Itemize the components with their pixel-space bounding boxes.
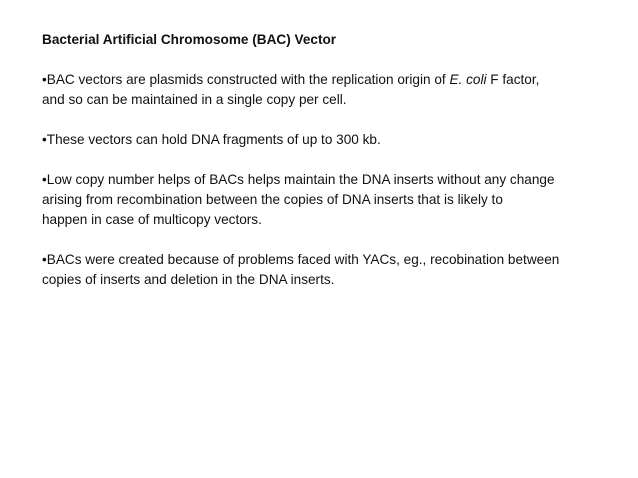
bullet-1-text-italic: E. coli [449, 72, 487, 87]
bullet-1-line-1 [42, 70, 602, 90]
bullet-1 [42, 70, 602, 110]
bullet-4-line-1: •BACs were created because of problems faced with YACs, eg., recobination between [42, 252, 560, 267]
bullet-3-line-2: arising from recombination between the copies of DNA inserts that is likely to [42, 192, 503, 207]
bullet-2 [42, 130, 602, 150]
slide-content [42, 30, 602, 310]
bullet-1-line-2: and so can be maintained in a single copy per cell. [42, 92, 347, 107]
bullet-4-line-2: copies of inserts and deletion in the DNA inserts. [42, 272, 335, 287]
bullet-3-line-3: happen in case of multicopy vectors. [42, 212, 262, 227]
bullet-3-line-1: •Low copy number helps of BACs helps maintain the DNA inserts without any change [42, 172, 555, 187]
bullet-2-line-1: •These vectors can hold DNA fragments of up to 300 kb. [42, 132, 381, 147]
bullet-1-text-post: F factor, [486, 72, 540, 87]
bullet-1-text-pre: •BAC vectors are plasmids constructed with the replication origin of [42, 72, 450, 87]
slide-title: Bacterial Artificial Chromosome (BAC) Vector [42, 32, 337, 47]
bullet-4 [42, 250, 602, 290]
bullet-3 [42, 170, 602, 230]
